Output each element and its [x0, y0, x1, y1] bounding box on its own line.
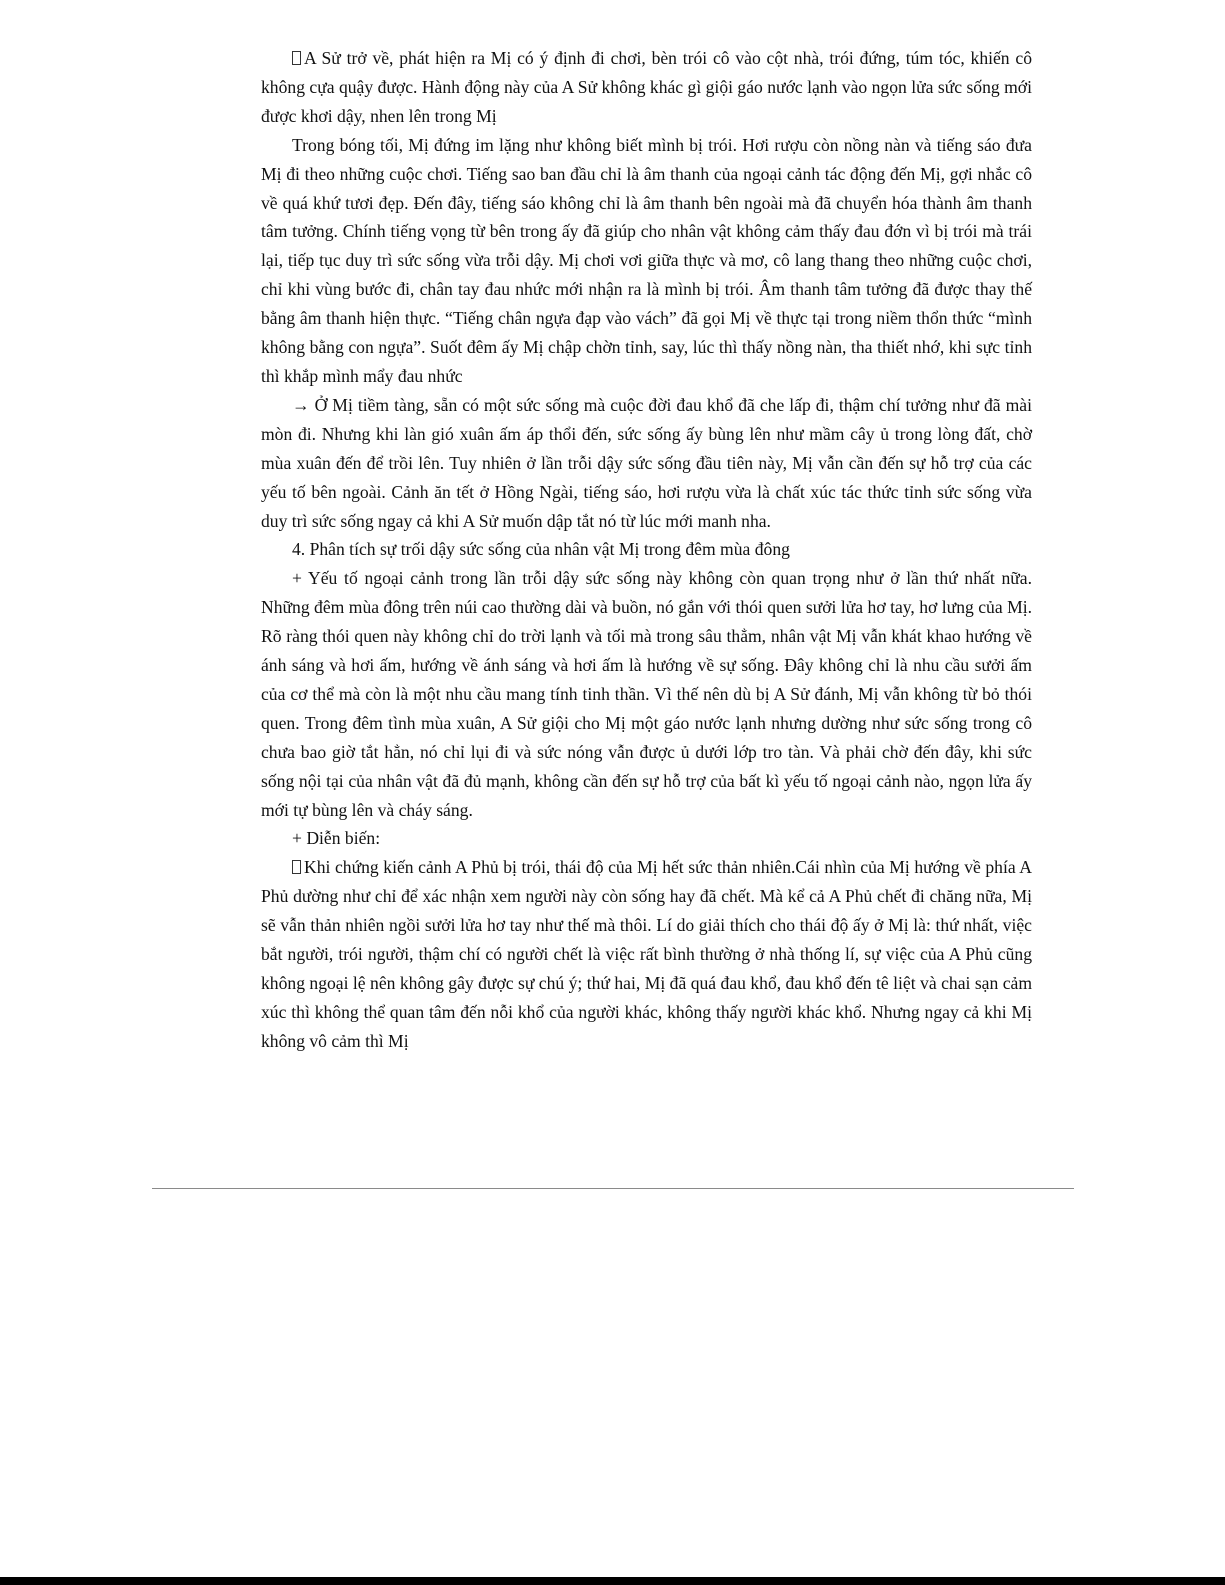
paragraph-conclusion	[261, 391, 1032, 536]
missing-glyph-box-icon	[292, 860, 301, 874]
paragraph-darkness	[261, 131, 1032, 391]
page-divider	[152, 1188, 1074, 1189]
paragraph-text: A Sử trở về, phát hiện ra Mị có ý định đi chơi, bèn trói cô vào cột nhà, trói đứng, túm tóc, khiến cô không cựa quậy được. Hành động này của A Sử không khác gì giội gáo nước lạnh vào ngọn lửa sức sống mới được khơi dậy, nhen lên trong Mị	[261, 48, 1032, 126]
missing-glyph-box-icon	[292, 51, 301, 65]
paragraph-text: → Ở Mị tiềm tàng, sẵn có một sức sống mà cuộc đời đau khổ đã che lấp đi, thậm chí tưởng như đã mài mòn đi. Nhưng khi làn gió xuân ấm áp thổi đến, sức sống ấy bùng lên như mầm cây ủ trong lòng đất, chờ mùa xuân đến để trồi lên. Tuy nhiên ở lần trỗi dậy sức sống đầu tiên này, Mị vẫn cần đến sự hỗ trợ của các yếu tố bên ngoài. Cảnh ăn tết ở Hồng Ngài, tiếng sáo, hơi rượu vừa là chất xúc tác thức tỉnh sức sống vừa duy trì sức sống ngay cả khi A Sử muốn dập tắt nó từ lúc mới manh nha.	[261, 394, 1032, 531]
paragraph-text: Khi chứng kiến cảnh A Phủ bị trói, thái độ của Mị hết sức thản nhiên.Cái nhìn của Mị hướng về phía A Phủ dường như chỉ để xác nhận xem người này còn sống hay đã chết. Mà kể cả A Phủ chết đi chăng nữa, Mị sẽ vẫn thản nhiên ngồi sưởi lửa hơ tay như thế mà thôi. Lí do giải thích cho thái độ ấy ở Mị là: thứ nhất, việc bắt người, trói người, thậm chí có người chết là việc rất bình thường ở nhà thống lí, sự việc của A Phủ cũng không ngoại lệ nên không gây được sự chú ý; thứ hai, Mị đã quá đau khổ, đau khổ đến tê liệt và chai sạn cảm xúc thì không thể quan tâm đến nỗi khổ của người khác, không thấy người khác khổ. Nhưng ngay cả khi Mị không vô cảm thì Mị	[261, 857, 1032, 1051]
paragraph-external-factors	[261, 564, 1032, 824]
section-heading	[261, 535, 1032, 564]
paragraph-text: Trong bóng tối, Mị đứng im lặng như không biết mình bị trói. Hơi rượu còn nồng nàn và tiếng sáo đưa Mị đi theo những cuộc chơi. Tiếng sao ban đầu chỉ là âm thanh của ngoại cảnh tác động đến Mị, gợi nhắc cô về quá khứ tươi đẹp. Đến đây, tiếng sáo không chỉ là âm thanh bên ngoài mà đã chuyển hóa thành âm thanh tâm tưởng. Chính tiếng vọng từ bên trong ấy đã giúp cho nhân vật không cảm thấy đau đớn vì bị trói mà trái lại, tiếp tục duy trì sức sống vừa trỗi dậy. Mị chơi vơi giữa thực và mơ, cô lang thang theo những cuộc chơi, chỉ khi vùng bước đi, chân tay đau nhức mới nhận ra là mình bị trói. Âm thanh tâm tưởng đã được thay thế bằng âm thanh hiện thực. “Tiếng chân ngựa đạp vào vách” đã gọi Mị về thực tại trong niềm thổn thức “mình không bằng con ngựa”. Suốt đêm ấy Mị chập chờn tỉnh, say, lúc thì thấy nồng nàn, tha thiết nhớ, khi sực tỉnh thì khắp mình mẩy đau nhức	[261, 134, 1032, 386]
page-bottom-edge	[0, 1577, 1225, 1585]
document-body	[261, 44, 1032, 1056]
paragraph-witness	[261, 853, 1032, 1055]
paragraph-a-su-returns	[261, 44, 1032, 131]
section-heading-text: 4. Phân tích sự trối dậy sức sống của nhân vật Mị trong đêm mùa đông	[292, 539, 790, 560]
paragraph-text: + Diễn biến:	[292, 828, 381, 849]
paragraph-text: + Yếu tố ngoại cảnh trong lần trỗi dậy sức sống này không còn quan trọng như ở lần thứ nhất nữa. Những đêm mùa đông trên núi cao thường dài và buồn, nó gắn với thói quen sưởi lửa hơ tay, hơ lưng của Mị. Rõ ràng thói quen này không chỉ do trời lạnh và tối mà trong sâu thẳm, nhân vật Mị vẫn khát khao hướng về ánh sáng và hơi ấm, hướng về ánh sáng và hơi ấm là hướng về sự sống. Đây không chỉ là nhu cầu sưởi ấm của cơ thể mà còn là một nhu cầu mang tính tinh thần. Vì thế nên dù bị A Sử đánh, Mị vẫn không từ bỏ thói quen. Trong đêm tình mùa xuân, A Sử giội cho Mị một gáo nước lạnh nhưng dường như sức sống trong cô chưa bao giờ tắt hẳn, nó chỉ lụi đi và sức nóng vẫn được ủ dưới lớp tro tàn. Và phải chờ đến đây, khi sức sống nội tại của nhân vật đã đủ mạnh, không cần đến sự hỗ trợ của bất kì yếu tố ngoại cảnh nào, ngọn lửa ấy mới tự bùng lên và cháy sáng.	[261, 568, 1032, 820]
paragraph-developments-label	[261, 824, 1032, 853]
